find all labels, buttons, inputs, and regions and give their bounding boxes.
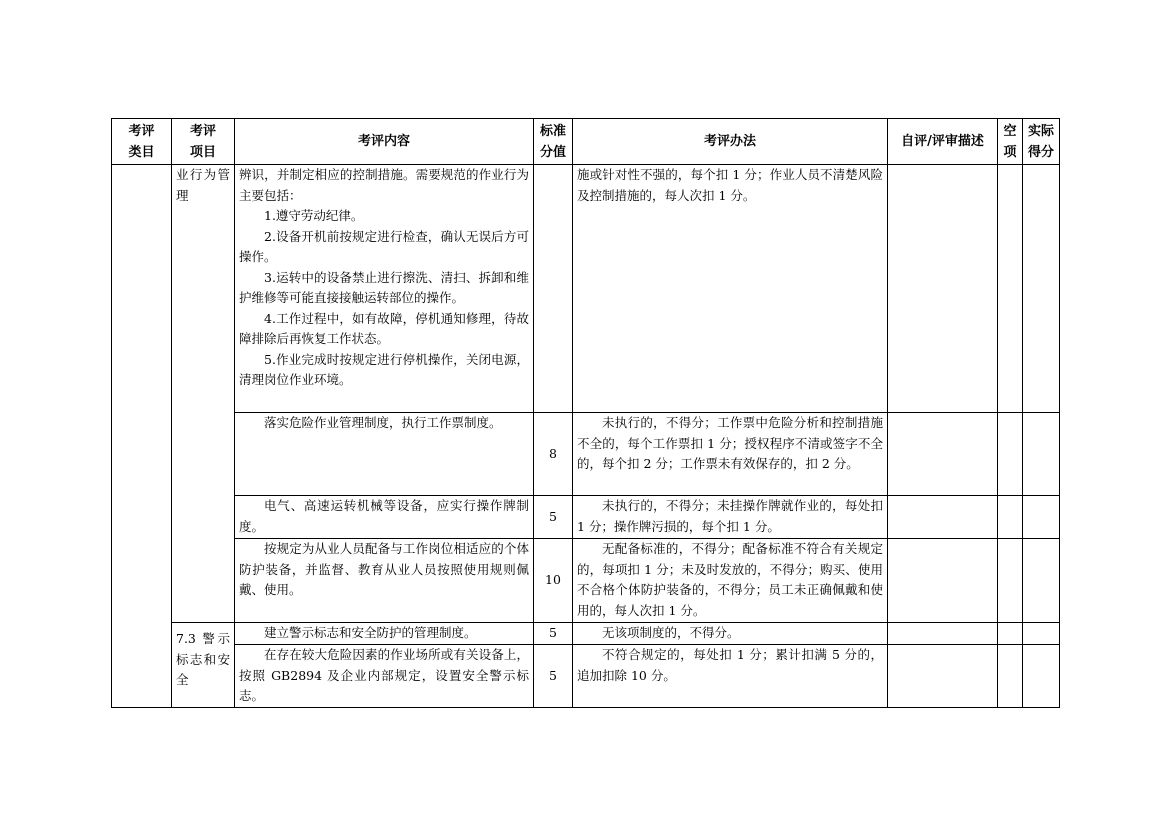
self-review-cell[interactable] <box>888 623 998 645</box>
self-review-cell[interactable] <box>888 496 998 539</box>
content-cell: 在存在较大危险因素的作业场所或有关设备上，按照 GB2894 及企业内部规定，设置安全警示标志。 <box>235 645 534 708</box>
score-cell: 5 <box>534 645 573 708</box>
score-cell <box>534 165 573 413</box>
header-actual <box>1023 119 1060 165</box>
header-score-text: 标准 分值 <box>539 123 566 160</box>
table-row <box>112 539 1060 623</box>
blank-cell[interactable] <box>998 413 1023 496</box>
self-review-cell[interactable] <box>888 539 998 623</box>
header-method: 考评办法 <box>573 119 888 165</box>
score-cell: 10 <box>534 539 573 623</box>
header-blank-text: 空 项 <box>1003 123 1017 160</box>
table-row <box>112 623 1060 645</box>
content-line: 5.作业完成时按规定进行停机操作，关闭电源，清理岗位作业环境。 <box>239 351 529 387</box>
header-self-review: 自评/评审描述 <box>888 119 998 165</box>
table-row <box>112 165 1060 413</box>
item-text: 业行为管理 <box>176 167 230 203</box>
blank-cell[interactable] <box>998 496 1023 539</box>
header-item-text: 考评 项目 <box>189 123 216 160</box>
method-cell: 无配备标准的，不得分；配备标准不符合有关规定的，每项扣 1 分；未及时发放的，不得分；购买、使用不合格个体防护装备的，不得分；员工未正确佩戴和使用的，每人次扣 1 分。 <box>573 539 888 623</box>
actual-score-cell[interactable] <box>1023 623 1060 645</box>
self-review-cell[interactable] <box>888 165 998 413</box>
method-text: 施或针对性不强的，每个扣 1 分；作业人员不清楚风险及控制措施的，每人次扣 1 分。 <box>577 167 883 203</box>
header-blank <box>998 119 1023 165</box>
header-score <box>534 119 573 165</box>
method-cell: 不符合规定的，每处扣 1 分；累计扣满 5 分的，追加扣除 10 分。 <box>573 645 888 708</box>
header-category-text: 考评 类目 <box>128 123 155 160</box>
actual-score-cell[interactable] <box>1023 645 1060 708</box>
self-review-cell[interactable] <box>888 645 998 708</box>
blank-cell[interactable] <box>998 539 1023 623</box>
blank-cell[interactable] <box>998 623 1023 645</box>
content-line: 4.工作过程中，如有故障，停机通知修理，待故障排除后再恢复工作状态。 <box>239 310 529 346</box>
method-cell: 未执行的，不得分；工作票中危险分析和控制措施不全的，每个工作票扣 1 分；授权程序不清或签字不全的，每个扣 2 分；工作票未有效保存的，扣 2 分。 <box>573 413 888 496</box>
content-line: 2.设备开机前按规定进行检查，确认无误后方可操作。 <box>239 228 529 264</box>
content-line: 辨识，并制定相应的控制措施。需要规范的作业行为主要包括： <box>239 167 529 203</box>
actual-score-cell[interactable] <box>1023 413 1060 496</box>
content-cell: 电气、高速运转机械等设备，应实行操作牌制度。 <box>235 496 534 539</box>
self-review-cell[interactable] <box>888 413 998 496</box>
method-cell: 无该项制度的，不得分。 <box>573 623 888 645</box>
actual-score-cell[interactable] <box>1023 165 1060 413</box>
method-cell <box>573 165 888 413</box>
header-row <box>112 119 1060 165</box>
table-row <box>112 496 1060 539</box>
header-item <box>172 119 235 165</box>
content-line: 1.遵守劳动纪律。 <box>264 208 364 223</box>
item-cell <box>172 623 235 708</box>
content-line: 3.运转中的设备禁止进行擦洗、清扫、拆卸和维护维修等可能直接接触运转部位的操作。 <box>239 269 529 305</box>
score-cell: 5 <box>534 496 573 539</box>
item-text: 7.3 警示标志和安全 <box>176 631 230 687</box>
content-cell: 按规定为从业人员配备与工作岗位相适应的个体防护装备，并监督、教育从业人员按照使用规则佩戴、使用。 <box>235 539 534 623</box>
blank-cell[interactable] <box>998 645 1023 708</box>
actual-score-cell[interactable] <box>1023 496 1060 539</box>
category-cell <box>112 165 172 708</box>
header-actual-text: 实际 得分 <box>1027 123 1054 160</box>
table-row <box>112 413 1060 496</box>
table-row <box>112 645 1060 708</box>
header-category <box>112 119 172 165</box>
content-cell: 落实危险作业管理制度，执行工作票制度。 <box>235 413 534 496</box>
content-cell <box>235 165 534 413</box>
score-cell: 5 <box>534 623 573 645</box>
header-content: 考评内容 <box>235 119 534 165</box>
blank-cell[interactable] <box>998 165 1023 413</box>
content-cell: 建立警示标志和安全防护的管理制度。 <box>235 623 534 645</box>
actual-score-cell[interactable] <box>1023 539 1060 623</box>
score-cell: 8 <box>534 413 573 496</box>
method-cell: 未执行的，不得分；未挂操作牌就作业的，每处扣 1 分；操作牌污损的，每个扣 1 分。 <box>573 496 888 539</box>
item-cell <box>172 165 235 623</box>
evaluation-table <box>111 118 1060 708</box>
